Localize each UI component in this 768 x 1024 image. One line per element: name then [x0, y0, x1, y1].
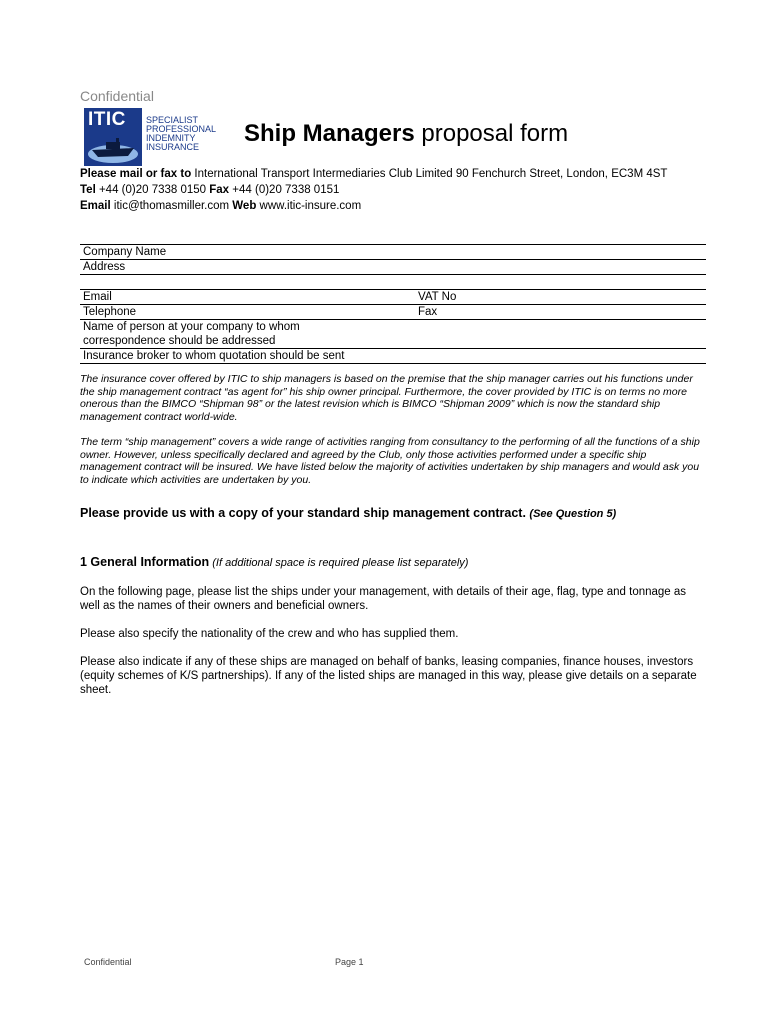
email-field-label: Email: [83, 291, 112, 303]
company-name-label: Company Name: [83, 246, 167, 258]
contract-request-text: Please provide us with a copy of your standard ship management contract.: [80, 506, 530, 520]
tel-label: Tel: [80, 184, 96, 196]
logo-line: INSURANCE: [146, 142, 200, 152]
email-label: Email: [80, 200, 111, 212]
logo-acronym: ITIC: [88, 109, 126, 130]
broker-row[interactable]: [80, 349, 706, 364]
logo-line: SPECIALIST: [146, 115, 199, 125]
broker-label: Insurance broker to whom quotation should be sent: [83, 350, 345, 362]
section-1-paragraph-1: On the following page, please list the ships under your management, with details of their age, flag, type and tonnage as well as the names of their owners and beneficial owners.: [80, 586, 687, 612]
ship-icon: [86, 132, 140, 164]
contract-request: [80, 505, 700, 522]
fax-value: +44 (0)20 7338 0151: [229, 184, 340, 196]
section-1-heading: [80, 555, 468, 569]
title-rest: proposal form: [414, 120, 569, 147]
mail-address: International Transport Intermediaries Club Limited 90 Fenchurch Street, London, EC3M 4ST: [191, 168, 668, 180]
telephone-label: Telephone: [83, 306, 137, 318]
section-1-title: 1 General Information: [80, 555, 210, 569]
page-title: [244, 120, 568, 148]
fax-label: Fax: [209, 184, 230, 196]
web-label: Web: [232, 200, 257, 212]
email-line: [80, 200, 361, 212]
title-bold: Ship Managers: [244, 120, 415, 147]
fax-field-label: Fax: [418, 306, 438, 318]
section-1-paragraph-2: Please also specify the nationality of the crew and who has supplied them.: [80, 628, 459, 640]
email-link[interactable]: itic@thomasmiller.com: [110, 200, 233, 212]
address-row-blank[interactable]: [80, 275, 706, 290]
logo-emblem: [84, 108, 142, 166]
section-1-note: (If additional space is required please list separately): [209, 557, 469, 569]
itic-logo: [84, 108, 218, 168]
contact-person-label-line2: correspondence should be addressed: [83, 335, 276, 347]
address-label: Address: [83, 261, 126, 273]
telephone-fax-row[interactable]: [80, 305, 706, 320]
tel-value: +44 (0)20 7338 0150: [95, 184, 210, 196]
logo-tagline: [146, 116, 216, 152]
company-name-row[interactable]: [80, 244, 706, 260]
intro-paragraph-2: The term “ship management” covers a wide range of activities ranging from consultancy to the performing of all the functions of a ship owner. However, unless specifically declared and agreed by the Club, only those activities performed under a specific ship management contract will be insured. We have listed below the majority of activities undertaken by ship managers and would ask you to indicate which activities are undertaken by you.: [80, 436, 700, 486]
intro-paragraph-1: The insurance cover offered by ITIC to ship managers is based on the premise that the ship manager carries out his functions under the ship management contract “as agent for” his ship owner principal. Furthermore, the cover provided by ITIC is on terms no more onerous than the BIMCO “Shipman 98” or the latest revision which is BIMCO “Shipman 2009” which is now the standard ship management contract world-wide.: [80, 373, 693, 423]
contract-request-note: (See Question 5): [529, 508, 617, 520]
web-link[interactable]: www.itic-insure.com: [256, 200, 362, 212]
footer-confidential: Confidential: [84, 957, 132, 967]
vat-no-label: VAT No: [418, 291, 457, 303]
confidential-header: Confidential: [80, 88, 154, 104]
email-vat-row[interactable]: [80, 290, 706, 305]
phone-line: [80, 184, 339, 196]
logo-line: INDEMNITY: [146, 133, 196, 143]
address-row[interactable]: [80, 260, 706, 275]
contact-person-label-line1: Name of person at your company to whom: [83, 321, 300, 333]
footer-page-number: Page 1: [335, 957, 364, 967]
mail-label: Please mail or fax to: [80, 168, 192, 180]
mail-line: [80, 168, 667, 180]
section-1-paragraph-3: Please also indicate if any of these ships are managed on behalf of banks, leasing companies, finance houses, investors (equity schemes of K/S partnerships). If any of the listed ships are managed in this way, please give details on a separate sheet.: [80, 656, 697, 696]
contact-person-row[interactable]: [80, 320, 706, 349]
proposal-form-table: [80, 244, 706, 364]
logo-line: PROFESSIONAL: [146, 124, 217, 134]
